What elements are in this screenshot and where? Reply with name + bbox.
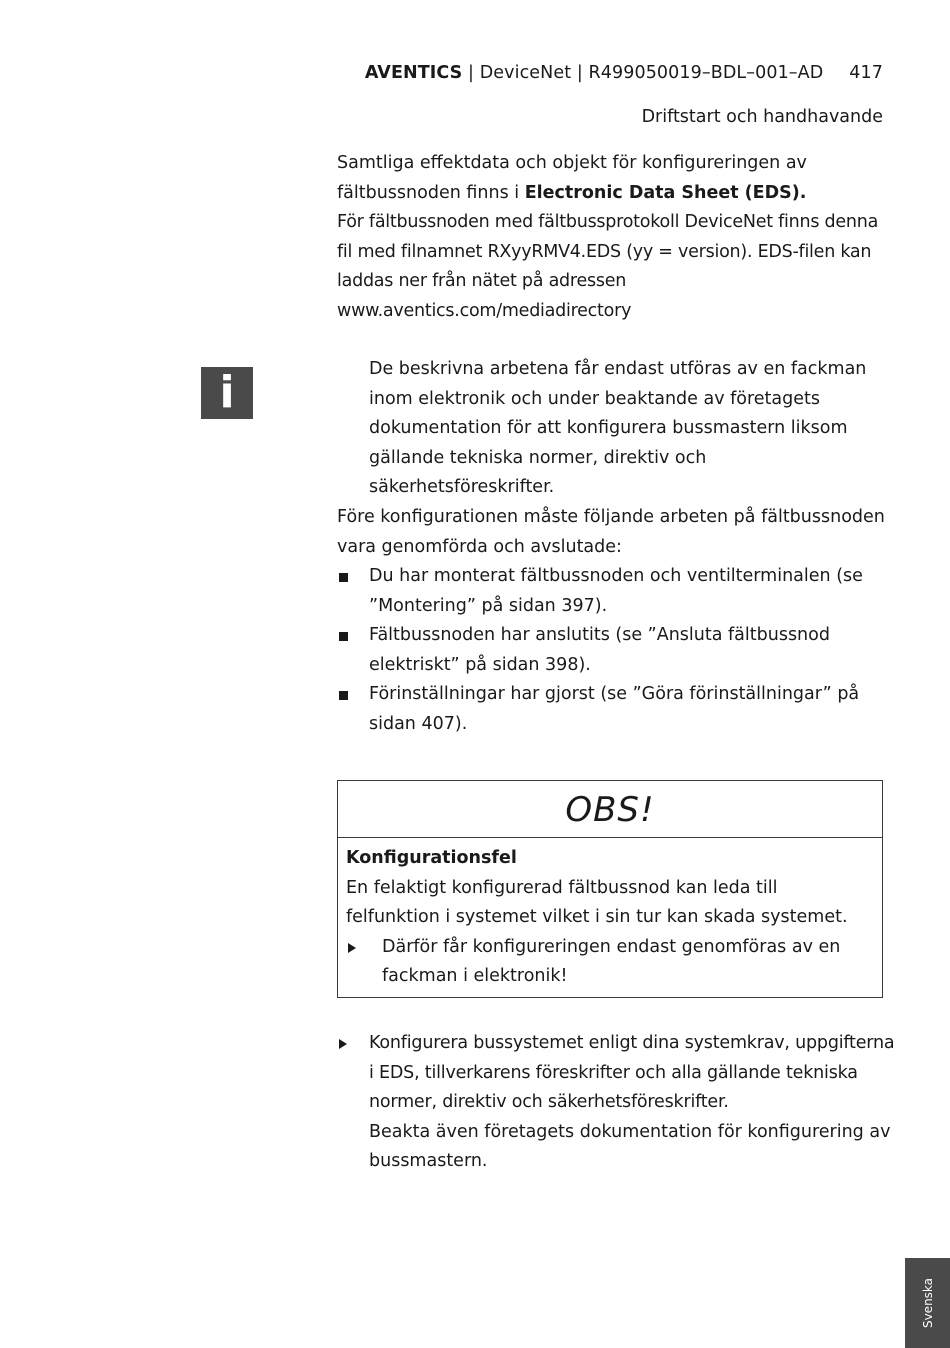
notice-body [338,838,882,992]
instruction-note: Beakta även företagets dokumentation för konfigurering av bussmastern. [369,1121,891,1171]
instruction-list [337,1029,897,1177]
arrow-bullet-icon [339,1039,347,1049]
info-icon: i [201,367,253,419]
list-item: Fältbussnoden har anslutits (se ”Ansluta fältbussnod elektriskt” på sidan 398). [337,621,897,680]
square-bullet-icon [339,691,348,700]
arrow-bullet-icon [348,943,356,953]
brand-name: AVENTICS [364,63,463,83]
prereq-intro: Före konfigurationen måste följande arbeten på fältbussnoden vara genomförda och avslutade: [337,507,885,557]
intro-paragraph [337,149,897,326]
prereq-list [337,562,897,739]
list-item: Därför får konfigureringen endast genomföras av en fackman i elektronik! [346,933,874,992]
running-header: AVENTICS | DeviceNet | R499050019–BDL–001–AD 417 [364,63,883,83]
document-number: R499050019–BDL–001–AD [588,63,824,83]
notice-heading: OBS! [338,781,882,838]
notice-title: Konfigurationsfel [346,848,517,868]
info-note-text: De beskrivna arbetena får endast utföras av en fackman inom elektronik och under beaktande av företagets dokumentation för att konfigurera bussmastern liksom gällande tekniska normer, direktiv och säkerhetsföreskrifter. [369,359,867,497]
intro-line-1: Samtliga effektdata och objekt för konfigureringen av fältbussnoden finns i Electronic Data Sheet (EDS). [337,153,807,203]
notice-text: En felaktigt konfigurerad fältbussnod kan leda till felfunktion i systemet vilket i sin tur kan skada systemet. [346,877,848,927]
intro-line-2: För fältbussnoden med fältbussprotokoll DeviceNet finns denna fil med filnamnet RXyyRMV4.EDS (yy = version). EDS-filen kan laddas ner från nätet på adressen www.aventics.com/mediadirectory [337,212,879,321]
section-title: Driftstart och handhavande [641,107,883,127]
language-label: Svenska [920,1277,935,1329]
page-number: 417 [849,63,883,83]
square-bullet-icon [339,573,348,582]
list-item: Du har monterat fältbussnoden och ventilterminalen (se ”Montering” på sidan 397). [337,562,897,621]
language-tab [905,1258,950,1348]
list-item [337,1029,897,1177]
instruction-text: Konfigurera bussystemet enligt dina systemkrav, uppgifterna i EDS, tillverkarens föreskrifter och alla gällande tekniska normer, direktiv och säkerhetsföreskrifter. [369,1033,895,1112]
notice-box [337,780,883,998]
square-bullet-icon [339,632,348,641]
list-item: Förinställningar har gjorst (se ”Göra förinställningar” på sidan 407). [337,680,897,739]
product-name: DeviceNet [479,63,572,83]
notice-actions [346,933,874,992]
eds-term: Electronic Data Sheet (EDS). [524,182,807,203]
